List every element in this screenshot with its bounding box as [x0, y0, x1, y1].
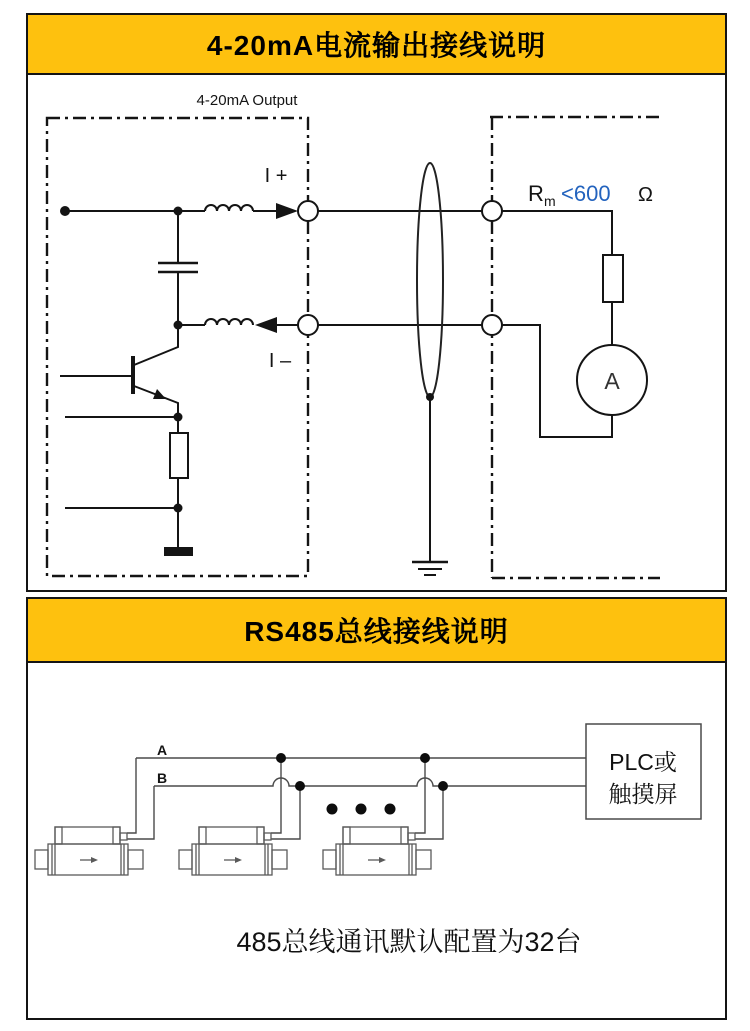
bus-caption: 485总线通讯默认配置为32台: [236, 927, 582, 957]
terminal-receiver-minus: [482, 315, 502, 335]
bus-junction-node: [276, 753, 286, 763]
bus-line-b: [154, 778, 586, 786]
iminus-branch: [178, 317, 298, 333]
rm-value: <600: [561, 181, 611, 206]
bus-b-label: B: [156, 770, 168, 786]
inductor-iminus: [205, 319, 253, 325]
rs485-panel: [26, 597, 727, 1020]
flow-meter-device-2: [179, 827, 287, 875]
earth-ground-icon: [412, 562, 448, 575]
arrow-left-icon: [255, 317, 277, 333]
iplus-label: I +: [264, 165, 288, 187]
cable-shield: [412, 163, 448, 575]
plc-box: [586, 724, 701, 819]
junction-node: [174, 504, 183, 513]
bus-a-label: A: [156, 742, 168, 758]
inductor-iplus: [205, 205, 253, 211]
rs485-bus-svg: [28, 663, 725, 1020]
ammeter-label: A: [604, 368, 620, 394]
arrow-right-icon: [276, 203, 298, 219]
bus-junction-node: [295, 781, 305, 791]
iminus-label: I –: [268, 350, 292, 372]
flow-meter-device-3: [323, 827, 431, 875]
chassis-ground-icon: [164, 547, 193, 556]
plc-label-line1: PLC或: [609, 749, 677, 775]
bus-junction-node: [438, 781, 448, 791]
receiver-circuit: [492, 211, 647, 437]
rm-unit: Ω: [638, 184, 653, 206]
current-output-title: 4-20mA电流输出接线说明: [28, 15, 725, 75]
ellipsis-icon: [327, 804, 396, 815]
plc-label-line2: 触摸屏: [608, 781, 678, 807]
rm-symbol: R: [528, 181, 544, 206]
rs485-diagram: [28, 663, 725, 1020]
transistor: [60, 325, 178, 417]
capacitor-branch: [158, 211, 198, 325]
terminal-receiver-plus: [482, 201, 502, 221]
junction-node: [174, 207, 183, 216]
rm-subscript: m: [544, 193, 556, 209]
emitter-network: [65, 417, 193, 556]
junction-node: [174, 413, 183, 422]
terminal-iplus: [298, 201, 318, 221]
current-output-diagram: [28, 75, 725, 592]
output-label: 4-20mA Output: [196, 92, 298, 109]
bus-junction-node: [420, 753, 430, 763]
flow-meter-device-1: [35, 827, 143, 875]
junction-node: [174, 321, 183, 330]
rm-label: [528, 181, 653, 209]
load-resistor: [603, 255, 623, 302]
rs485-title: RS485总线接线说明: [28, 599, 725, 663]
current-output-panel: [26, 13, 727, 592]
terminal-iminus: [298, 315, 318, 335]
resistor-internal: [170, 433, 188, 478]
wire-start-node: [60, 206, 70, 216]
transistor-emitter-wire: [134, 386, 178, 417]
current-loop-circuit-svg: [28, 75, 725, 592]
